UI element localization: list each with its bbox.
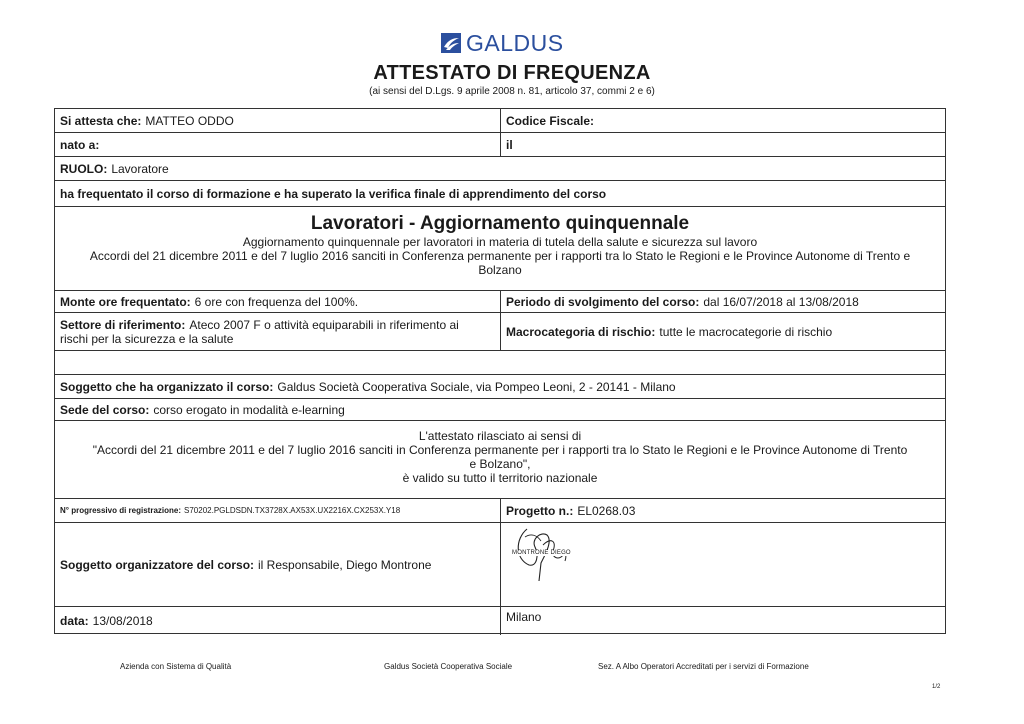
row-organizzatore [55,523,945,607]
row-settore [55,313,945,351]
row-attesta [55,109,945,133]
data-label: data: [60,614,89,628]
attesta-label: Si attesta che: [60,113,142,128]
logo-text: GALDUS [466,30,564,56]
row-nato [55,133,945,157]
galdus-logo-icon [440,32,462,54]
registrazione-label: N° progressivo di registrazione: [60,505,182,515]
macrocategoria-label: Macrocategoria di rischio: [506,324,656,339]
row-data [55,607,945,635]
signature-stamp: MONTRONE DIEGO [512,550,571,556]
row-monte-ore [55,291,945,313]
monte-ore-value: 6 ore con frequenza del 100%. [194,294,359,309]
attesta-value: MATTEO ODDO [145,113,234,128]
galdus-logo [440,30,590,56]
row-frequentato [55,181,945,207]
course-description: Aggiornamento quinquennale per lavoratori in materia di tutela della salute e sicurezza sul lavoro [242,235,758,249]
note-line-4: è valido su tutto il territorio nazionale [402,471,598,485]
soggetto-value: Galdus Società Cooperativa Sociale, via Pompeo Leoni, 2 - 20141 - Milano [277,379,676,394]
data-value: 13/08/2018 [92,614,153,628]
course-title: Lavoratori - Aggiornamento quinquennale [310,213,690,234]
note-line-1: L'attestato rilasciato ai sensi di [418,429,582,443]
settore-label: Settore di riferimento: [60,318,186,332]
sede-value: corso erogato in modalità e-learning [153,402,345,417]
row-soggetto [55,375,945,399]
document-title: ATTESTATO DI FREQUENZA [373,62,651,84]
course-accordi-end: Bolzano [478,263,522,277]
progetto-value: EL0268.03 [577,503,636,518]
il-label: il [506,137,513,152]
settore-value: Ateco 2007 F o attività equiparabili in riferimento ai [189,318,459,332]
certificate-form [54,108,946,634]
row-ruolo [55,157,945,181]
registrazione-value: S70202.PGLDSDN.TX3728X.AX53X.UX2216X.CX253X.Y18 [184,505,401,515]
row-empty [55,351,945,375]
row-course [55,207,945,291]
footer-company: Galdus Società Cooperativa Sociale [384,662,513,671]
monte-ore-label: Monte ore frequentato: [60,294,191,309]
codice-fiscale-label: Codice Fiscale: [506,113,595,128]
frequentato-text: ha frequentato il corso di formazione e ha superato la verifica finale di apprendimento del corso [60,186,607,201]
row-sede [55,399,945,421]
row-registrazione [55,499,945,523]
macrocategoria-value: tutte le macrocategorie di rischio [659,324,833,339]
progetto-label: Progetto n.: [506,503,574,518]
organizzatore-value: il Responsabile, Diego Montrone [258,557,432,572]
sede-label: Sede del corso: [60,402,150,417]
note-line-2: "Accordi del 21 dicembre 2011 e del 7 luglio 2016 sanciti in Conferenza permanente per i rapporti tra lo Stato le Regioni e le Province Autonome di Trento [92,443,908,457]
row-validity-note [55,421,945,499]
document-subtitle: (ai sensi del D.Lgs. 9 aprile 2008 n. 81, articolo 37, commi 2 e 6) [369,86,655,97]
footer-accreditation: Sez. A Albo Operatori Accreditati per i servizi di Formazione [598,662,809,671]
soggetto-label: Soggetto che ha organizzato il corso: [60,379,274,394]
settore-value-cont: rischi per la sicurezza e la salute [60,332,234,346]
organizzatore-label: Soggetto organizzatore del corso: [60,557,255,572]
periodo-value: dal 16/07/2018 al 13/08/2018 [703,294,859,309]
footer-quality: Azienda con Sistema di Qualità [120,662,232,671]
course-accordi: Accordi del 21 dicembre 2011 e del 7 luglio 2016 sanciti in Conferenza permanente per i rapporti tra lo Stato le Regioni e le Province Autonome di Trento e [89,249,911,263]
luogo-value: Milano [506,610,542,624]
nato-label: nato a: [60,137,100,152]
page-number: 1/2 [932,684,941,690]
ruolo-label: RUOLO: [60,161,108,176]
ruolo-value: Lavoratore [111,161,169,176]
note-line-3: e Bolzano", [469,457,531,471]
periodo-label: Periodo di svolgimento del corso: [506,294,700,309]
